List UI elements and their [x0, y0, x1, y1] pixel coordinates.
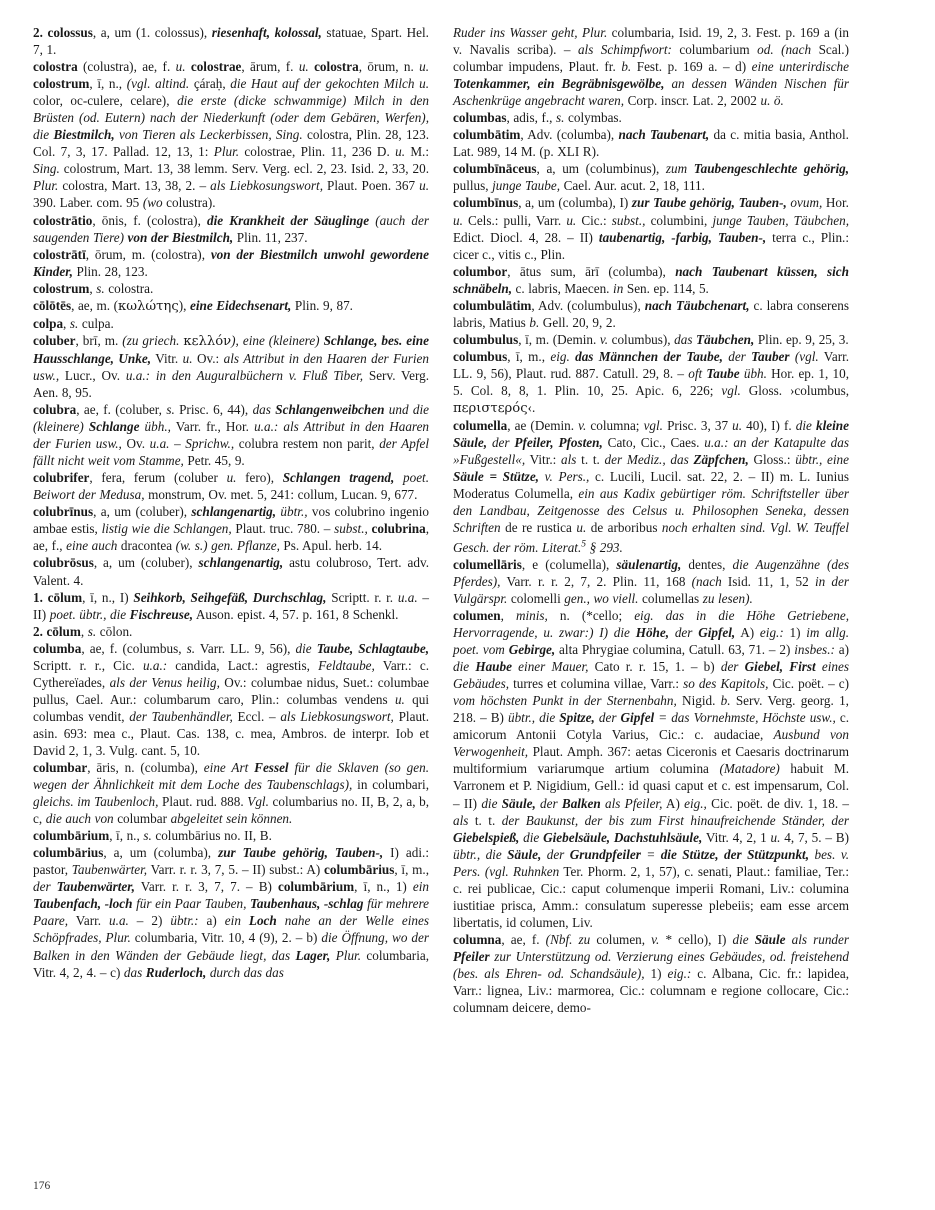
dictionary-entry: columbus, ī, m., eig. das Männchen der Taube, der Tauber (vgl. Varr. LL. 9, 56), Plaut. rud. 887. Catull. 29, 8. – oft Taube übh. Hor. ep. 1, 10, 5. Col. 8, 8, 1. Plin. 10, 25. Apic. 6, 226; vgl. Gloss. ›columbus, περιστερός‹. [453, 348, 850, 417]
page-number: 176 [33, 1180, 51, 1192]
dictionary-entry: cōlōtēs, ae, m. (κωλώτης), eine Eidechsenart, Plin. 9, 87. [33, 297, 353, 314]
dictionary-entry: columbor, ātus sum, ārī (columba), nach Taubenart küssen, sich schnäbeln, c. labris, Maecen. in Sen. ep. 114, 5. [453, 263, 849, 296]
right-text-column [453, 24, 849, 1016]
dictionary-entry: columna, ae, f. (Nbf. zu columen, v. * cello), I) die Säule als runder Pfeiler zur Unterstützung od. Verzierung eines Gebäudes, od. freistehend (bes. als Ehren- od. Schandsäule), 1) eig.: c. Albana, Cic. fr.: lapidea, Varr.: lignea, Liv.: marmorea, Cic.: columnam e regione collocare, Cic.: columnam deicere, demo- [453, 931, 850, 1016]
dictionary-entry: columbārium, ī, n., s. columbārius no. II, B. [33, 828, 272, 844]
dictionary-entry: 1. cōlum, ī, n., I) Seihkorb, Seihgefäß, Durchschlag, Scriptt. r. r. u.a. – II) poet. übtr., die Fischreuse, Auson. epist. 4, 57. p. 161, 8 Schenkl. [33, 589, 429, 622]
dictionary-entry: colubrīnus, a, um (coluber), schlangenartig, übtr., vos colubrino ingenio ambae estis, listig wie die Schlangen, Plaut. truc. 780. – subst., colubrina, ae, f., eine auch dracontea (w. s.) gen. Pflanze, Ps. Apul. herb. 14. [33, 504, 430, 554]
dictionary-entry: columba, ae, f. (columbus, s. Varr. LL. 9, 56), die Taube, Schlagtaube, Scriptt. r. r., Cic. u.a.: candida, Lact.: agrestis, Feldtaube, Varr.: c. Cythereïades, als der Venus heilig, Ov.: columbae nidus, Suet.: columbae pullus, Cael. Aur.: columbarum caro, Plin.: columbas vendens u. qui columbas vendit, der Taubenhändler, Eccl. – als Liebkosungswort, Plaut. asin. 693: mea c., Plaut. Cas. 138, c. mea, Ambros. de interpr. Iob et David 2, 1, 3. Vulg. cant. 5, 10. [33, 640, 430, 758]
dictionary-entry: colostrātī, ōrum, m. (colostra), von der Biestmilch unwohl gewordene Kinder, Plin. 28, 123. [33, 246, 429, 279]
dictionary-entry: columbulātim, Adv. (columbulus), nach Täubchenart, c. labra conserens labris, Matius b. Gell. 20, 9, 2. [453, 297, 849, 330]
dictionary-entry: columbīnāceus, a, um (columbinus), zum Taubengeschlechte gehörig, pullus, junge Taube, Cael. Aur. acut. 2, 18, 111. [453, 161, 849, 194]
dictionary-entry: coluber, brī, m. (zu griech. κελλόν), eine (kleinere) Schlange, bes. eine Hausschlange, Unke, Vitr. u. Ov.: als Attribut in den Haaren der Furien usw., Lucr., Ov. u.a.: in den Auguralbüchern v. Fluß Tiber, Serv. Verg. Aen. 8, 95. [33, 332, 430, 400]
page-columns [33, 24, 897, 1016]
left-text-column [33, 24, 429, 981]
dictionary-entry: columbīnus, a, um (columba), I) zur Taube gehörig, Tauben-, ovum, Hor. u. Cels.: pulli, Varr. u. Cic.: subst., columbini, junge Tauben, Täubchen, Edict. Diocl. 4, 28. – II) taubenartig, -farbig, Tauben-, terra c., Plin.: cicer c., vitis c., Plin. [453, 195, 849, 262]
dictionary-entry: columbas, adis, f., s. colymbas. [453, 110, 622, 126]
dictionary-entry: columbulus, ī, m. (Demin. v. columbus), das Täubchen, Plin. ep. 9, 25, 3. [453, 331, 849, 347]
dictionary-entry: columbātim, Adv. (columba), nach Taubenart, da c. mitia basia, Anthol. Lat. 989, 14 M. (p. XLI R). [453, 127, 849, 160]
dictionary-entry: columen, minis, n. (*cello; eig. das in die Höhe Getriebene, Hervorragende, u. zwar:) I) die Höhe, der Gipfel, A) eig.: 1) im allg. poet. vom Gebirge, alta Phrygiae columina, Catull. 63, 71. – 2) insbes.: a) die Haube einer Mauer, Cato r. r. 15, 1. – b) der Giebel, First eines Gebäudes, turres et columina villae, Varr.: so des Kapitols, Cic. poët. – c) vom höchsten Punkt in der Sternenbahn, Nigid. b. Serv. Verg. georg. 1, 218. – B) übtr., die Spitze, der Gipfel = das Vornehmste, Höchste usw., c. amicorum Antonii Cotyla Varius, Cic.: c. audaciae, Ausbund von Verwogenheit, Plaut. Amph. 367: aetas Ciceronis et Caesaris doctrinarum multiformium variarumque artium columina (Matadore) habuit M. Varronem et P. Nigidium, Gell.: id quasi caput et c. est impensarum, Col. – II) die Säule, der Balken als Pfeiler, A) eig., Cic. poët. de div. 1, 18. – als t. t. der Baukunst, der bis zum First hinaufreichende Ständer, der Giebelspieß, die Giebelsäule, Dachstuhlsäule, Vitr. 4, 2, 1 u. 4, 7, 5. – B) übtr., die Säule, der Grundpfeiler = die Stütze, der Stützpunkt, bes. v. Pers. (vgl. Ruhnken Ter. Phorm. 2, 1, 57), c. senati, Plaut.: familiae, Ter.: c. rei publicae, Cic.: caput columenque imperii Romani, Liv.: columina iustitiae prisca, Amm.: consulatum superesse plebeiis; eam esse arcem libertatis, id columen, Liv. [453, 607, 850, 930]
dictionary-entry: colubrōsus, a, um (coluber), schlangenartig, astu colubroso, Tert. adv. Valent. 4. [33, 555, 430, 588]
dictionary-entry: Ruder ins Wasser geht, Plur. columbaria, Isid. 19, 2, 3. Fest. p. 169 a (in v. Navalis scriba). – als Schimpfwort: columbarium od. (nach Scal.) columbar impudens, Plaut. fr. b. Fest. p. 169 a. – d) eine unterirdische Totenkammer, ein Begräbnisgewölbe, an dessen Wänden Nischen für Aschenkrüge angebracht waren, Corp. inscr. Lat. 2, 2002 u. ö. [453, 25, 850, 109]
dictionary-entry: colubrifer, fera, ferum (coluber u. fero), Schlangen tragend, poet. Beiwort der Medusa, monstrum, Ov. met. 5, 241: collum, Lucan. 9, 677. [33, 470, 430, 503]
dictionary-entry: colubra, ae, f. (coluber, s. Prisc. 6, 44), das Schlangenweibchen und die (kleinere) Schlange übh., Varr. fr., Hor. u.a.: als Attribut in den Haaren der Furien usw., Ov. u.a. – Sprichw., colubra restem non parit, der Apfel fällt nicht weit vom Stamme, Petr. 45, 9. [33, 402, 430, 469]
dictionary-entry: columbārius, a, um (columba), zur Taube gehörig, Tauben-, I) adi.: pastor, Taubenwärter, Varr. r. r. 3, 7, 5. – II) subst.: A) columbārius, ī, m., der Taubenwärter, Varr. r. r. 3, 7, 7. – B) columbārium, ī, n., 1) ein Taubenfach, -loch für ein Paar Tauben, Taubenhaus, -schlag für mehrere Paare, Varr. u.a. – 2) übtr.: a) ein Loch nahe an der Welle eines Schöpfrades, Plur. columbaria, Vitr. 10, 4 (9), 2. – b) die Öffnung, wo der Balken in den Wänden der Gebäude liegt, das Lager, Plur. columbaria, Vitr. 4, 2, 4. – c) das Ruderloch, durch das das [33, 845, 430, 980]
dictionary-entry: columbar, āris, n. (columba), eine Art Fessel für die Sklaven (so gen. wegen der Ähnlichkeit mit dem Loche des Taubenschlags), in columbari, gleichs. im Taubenloch, Plaut. rud. 888. Vgl. columbarius no. II, B, 2, a, b, c, die auch von columbar abgeleitet sein können. [33, 760, 430, 827]
dictionary-entry: colostrātio, ōnis, f. (colostra), die Krankheit der Säuglinge (auch der saugenden Tiere) von der Biestmilch, Plin. 11, 237. [33, 212, 430, 245]
dictionary-entry: colostra (colustra), ae, f. u. colostrae, ārum, f. u. colostra, ōrum, n. u. colostrum, ī, n., (vgl. altind. çáraḥ, die Haut auf der gekochten Milch u. color, oc-culere, celare), die erste (dicke schwammige) Milch in den Brüsten (od. Eutern) nach der Niederkunft (oder dem Gebären, Werfen), die Biestmilch, von Tieren als Leckerbissen, Sing. colostra, Plin. 28, 123. Col. 7, 3, 17. Pallad. 12, 13, 1: Plur. colostrae, Plin. 11, 236 D. u. M.: Sing. colostrum, Mart. 13, 38 lemm. Serv. Verg. ecl. 2, 23. Isid. 2, 33, 20. Plur. colostra, Mart. 13, 38, 2. – als Liebkosungswort, Plaut. Poen. 367 u. 390. Laber. com. 95 (wo colustra). [33, 59, 430, 211]
dictionary-entry: colostrum, s. colostra. [33, 280, 154, 296]
dictionary-entry: colpa, s. culpa. [33, 315, 114, 331]
dictionary-entry: columellāris, e (columella), säulenartig, dentes, die Augenzähne (des Pferdes), Varr. r. r. 2, 7, 2. Plin. 11, 168 (nach Isid. 11, 1, 52 in der Vulgärspr. colomelli gen., wo viell. columellas zu lesen). [453, 556, 849, 606]
dictionary-entry: 2. cōlum, s. cōlon. [33, 623, 133, 639]
dictionary-entry: columella, ae (Demin. v. columna; vgl. Prisc. 3, 37 u. 40), I) f. die kleine Säule, der Pfeiler, Pfosten, Cato, Cic., Caes. u.a.: an der Katapulte das »Fußgestell«, Vitr.: als t. t. der Mediz., das Zäpfchen, Gloss.: übtr., eine Säule = Stütze, v. Pers., c. Lucili, Lucil. sat. 22, 2. – II) m. L. Iunius Moderatus Columella, ein aus Kadix gebürtiger röm. Schriftsteller über den Landbau, Zeitgenosse des Celsus u. Philosophen Seneka, dessen Schriften de re rustica u. de arboribus noch erhalten sind. Vgl. W. Teuffel Gesch. der röm. Literat.$^5$ § 293. [453, 418, 850, 555]
dictionary-entry: 2. colossus, a, um (1. colossus), riesenhaft, kolossal, statuae, Spart. Hel. 7, 1. [33, 25, 429, 58]
